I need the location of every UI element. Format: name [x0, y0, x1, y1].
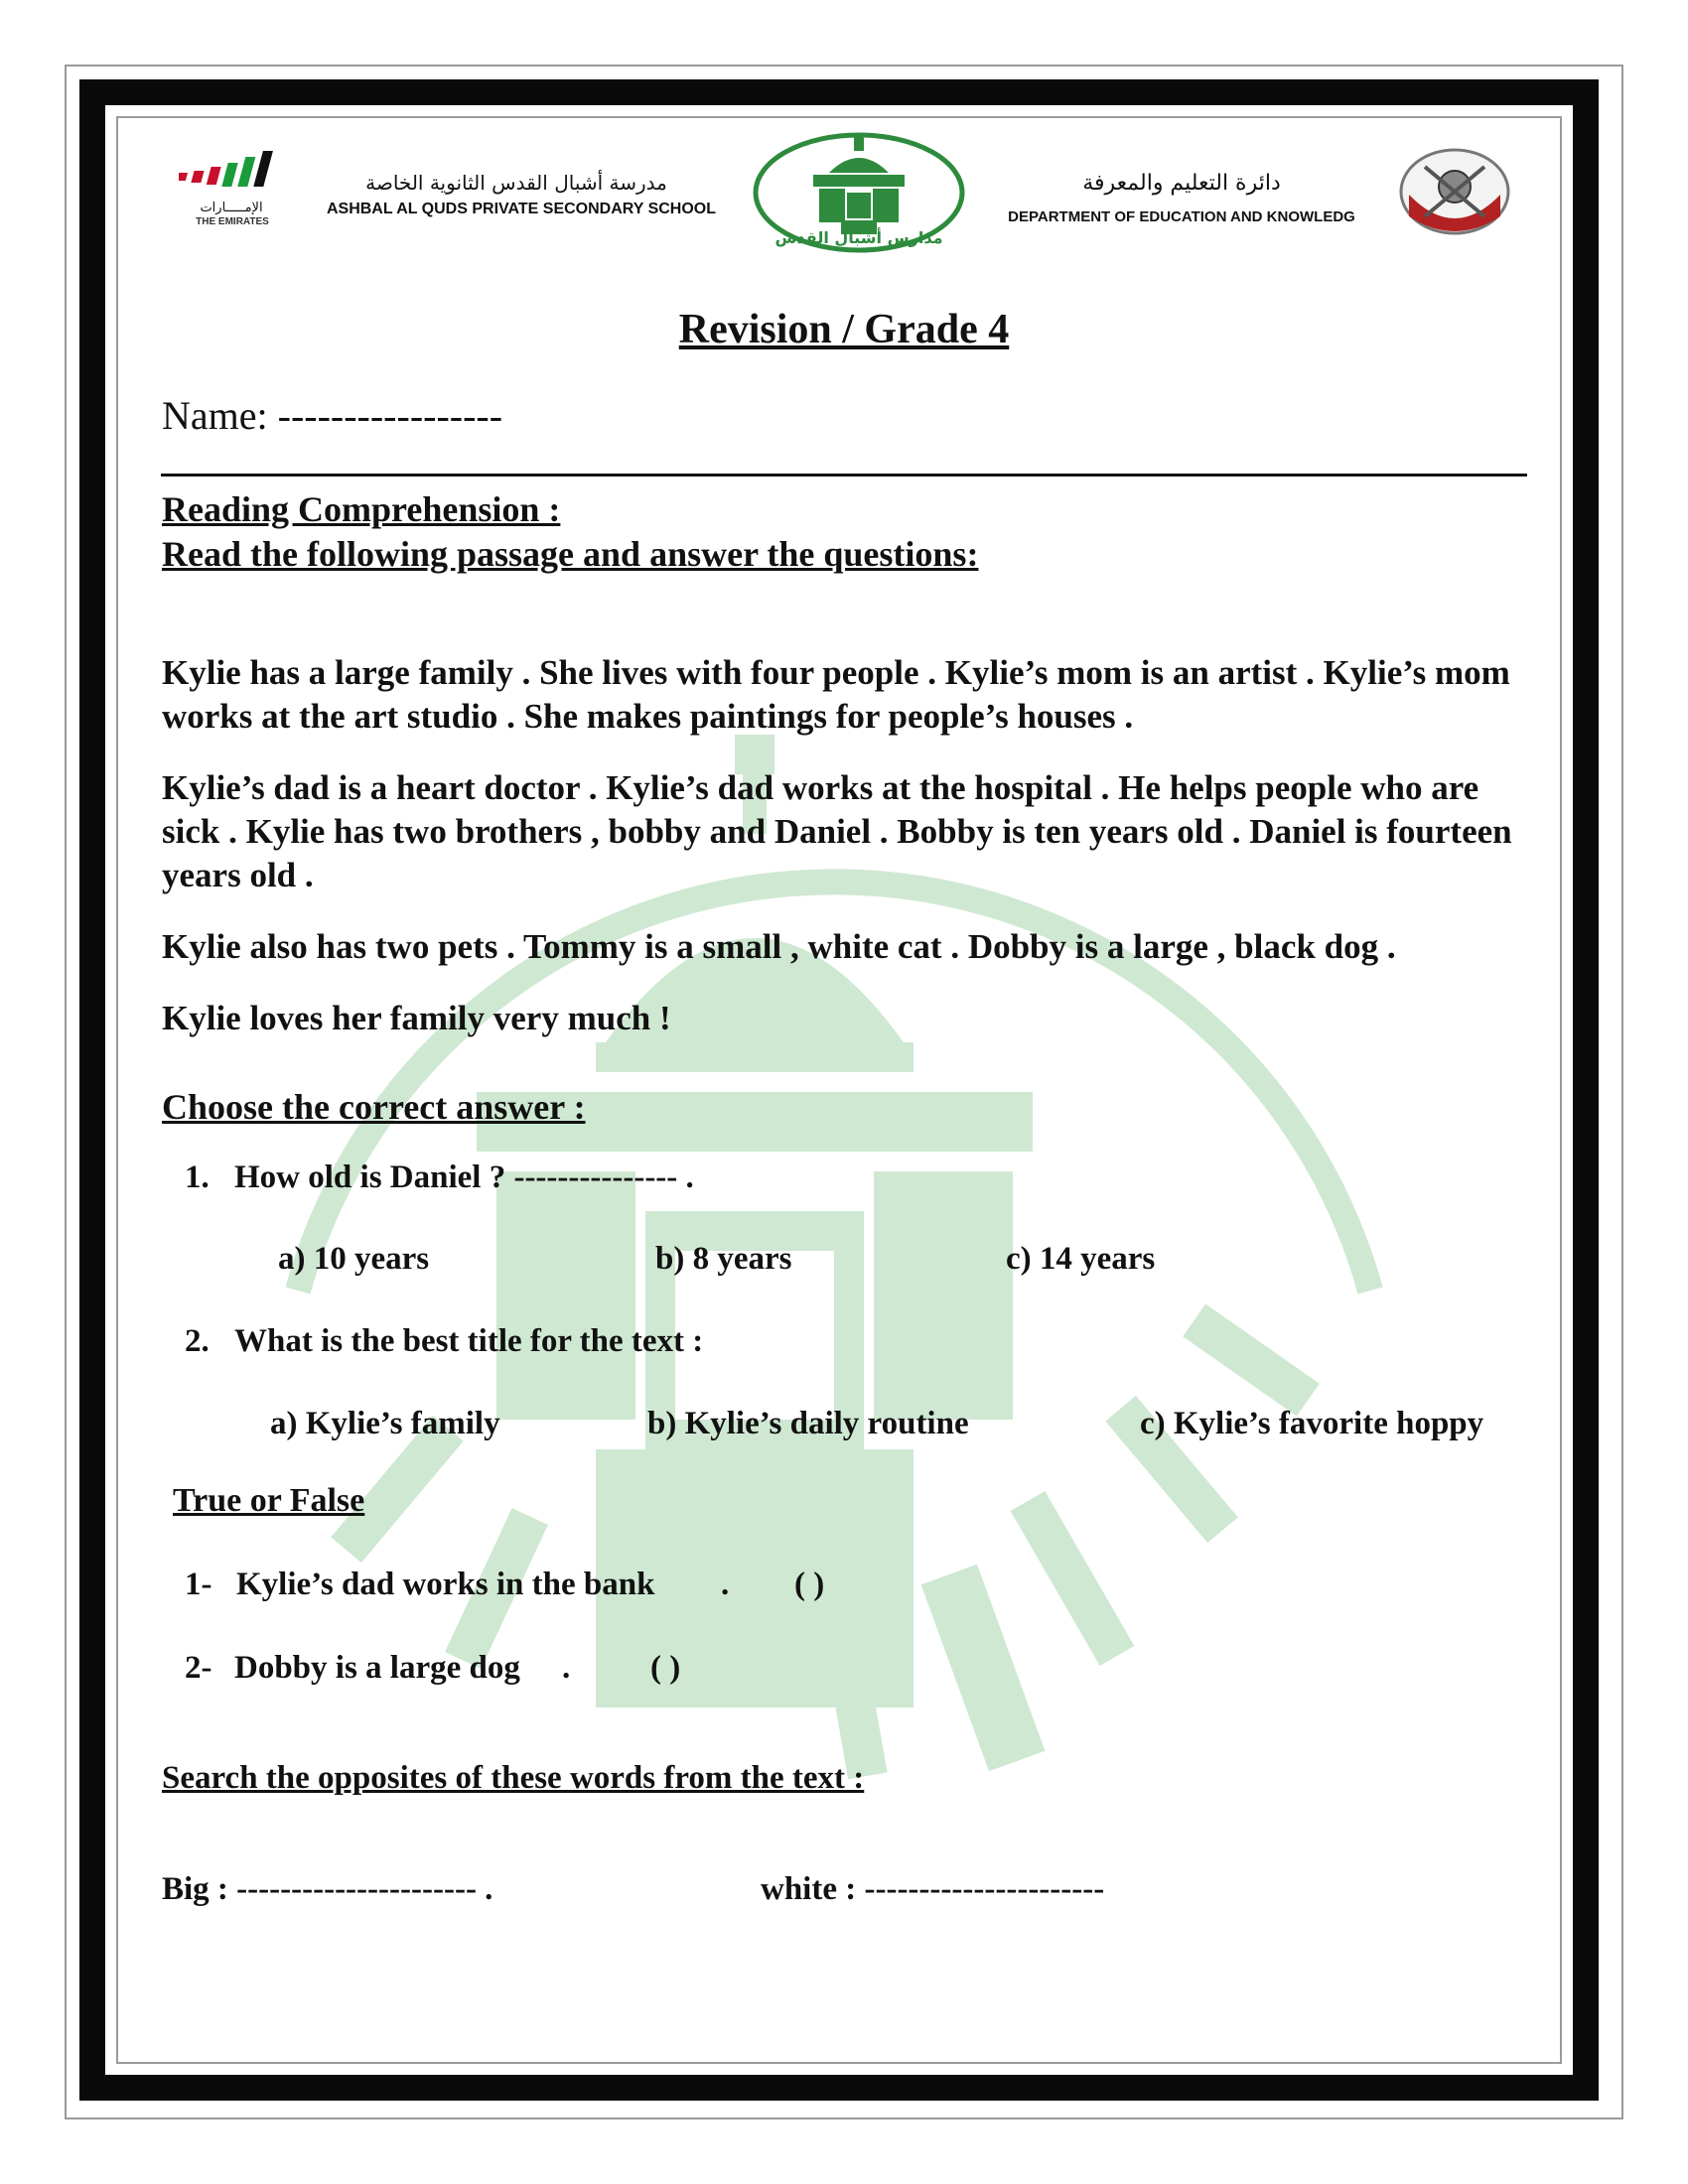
opposite-word-big[interactable]: Big : ---------------------- .: [162, 1871, 493, 1907]
opposite-word-white[interactable]: white : ----------------------: [761, 1871, 1105, 1907]
opposites-heading: Search the opposites of these words from the text :: [162, 1760, 865, 1796]
reading-heading: Reading Comprehension :: [162, 489, 561, 529]
tf-statement: Kylie’s dad works in the bank: [236, 1567, 655, 1602]
answer-option[interactable]: a) Kylie’s family: [270, 1406, 500, 1441]
school-name-english: ASHBAL AL QUDS PRIVATE SECONDARY SCHOOL: [326, 201, 717, 217]
answer-option[interactable]: a) 10 years: [278, 1241, 430, 1277]
school-logo-text: مدارس أشبال القدس: [774, 228, 943, 247]
tf-dot: .: [721, 1567, 730, 1602]
department-english: DEPARTMENT OF EDUCATION AND KNOWLEDG: [1008, 208, 1355, 225]
passage-paragraph: Kylie has a large family . She lives with four people . Kylie’s mom is an artist . Kylie’s mom works at the art studio . She makes paintings for people’s houses .: [162, 653, 1510, 736]
name-field: Name: -----------------: [162, 393, 503, 438]
emirates-logo-icon: [179, 147, 288, 197]
tf-answer-box[interactable]: ( ): [794, 1567, 825, 1602]
answer-option[interactable]: c) Kylie’s favorite hoppy: [1140, 1406, 1484, 1441]
tf-number: 1-: [185, 1567, 212, 1602]
emirates-logo-text: THE EMIRATES: [196, 216, 269, 227]
answer-option[interactable]: b) 8 years: [655, 1241, 792, 1277]
true-false-heading: True or False: [173, 1482, 365, 1519]
question-text: How old is Daniel ? --------------- .: [234, 1160, 694, 1195]
emirates-logo-arabic: الإمـــــارات: [200, 201, 263, 215]
page-title: Revision / Grade 4: [678, 307, 1010, 352]
question-number: 2.: [185, 1323, 210, 1359]
question-number: 1.: [185, 1160, 210, 1195]
answer-option[interactable]: b) Kylie’s daily routine: [647, 1406, 969, 1441]
abu-dhabi-emblem-icon: [1395, 147, 1514, 236]
passage-paragraph: Kylie also has two pets . Tommy is a small , white cat . Dobby is a large , black dog .: [162, 927, 1396, 966]
tf-answer-box[interactable]: ( ): [650, 1650, 681, 1686]
tf-number: 2-: [185, 1650, 212, 1686]
reading-instruction: Read the following passage and answer the questions:: [162, 534, 979, 574]
passage-paragraph: Kylie’s dad is a heart doctor . Kylie’s dad works at the hospital . He helps people who are sick . Kylie has two brothers , bobby and Daniel . Bobby is ten years old . Daniel is fourteen years old .: [162, 768, 1512, 894]
choose-heading: Choose the correct answer :: [162, 1087, 586, 1127]
tf-statement: Dobby is a large dog: [234, 1650, 520, 1686]
school-name-arabic: مدرسة أشبال القدس الثانوية الخاصة: [365, 171, 667, 195]
tf-dot: .: [562, 1650, 571, 1686]
answer-option[interactable]: c) 14 years: [1006, 1241, 1156, 1277]
header-divider: [161, 474, 1527, 477]
passage-paragraph: Kylie loves her family very much !: [162, 999, 671, 1037]
letterhead: [159, 129, 1529, 268]
department-arabic: دائرة التعليم والمعرفة: [1082, 171, 1281, 196]
question-text: What is the best title for the text :: [234, 1323, 704, 1359]
